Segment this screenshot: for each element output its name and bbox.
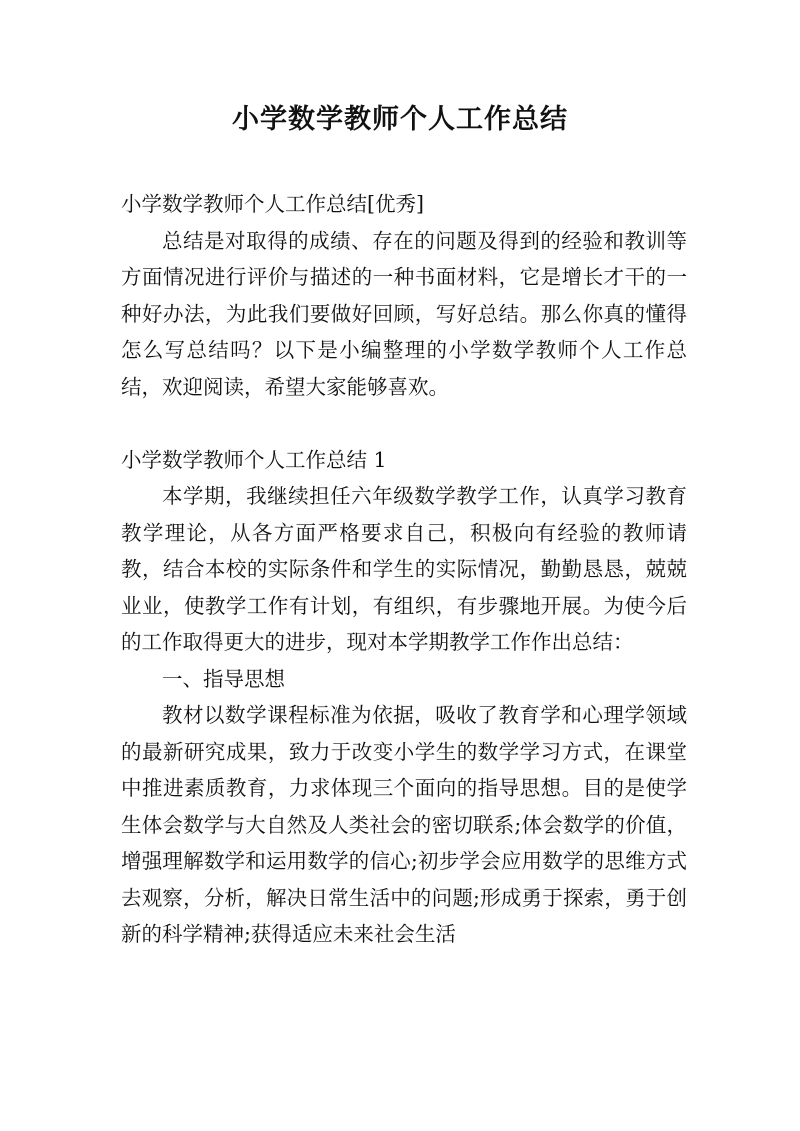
document-body [121,186,687,953]
body-paragraph: 教材以数学课程标准为依据，吸收了教育学和心理学领域的最新研究成果，致力于改变小学生的数学学习方式，在课堂中推进素质教育，力求体现三个面向的指导思想。目的是使学生体会数学与大自然及人类社会的密切联系;体会数学的价值，增强理解数学和运用数学的信心;初步学会应用数学的思维方式去观察，分析，解决日常生活中的问题;形成勇于探索，勇于创新的科学精神;获得适应未来社会生活 [121,703,687,946]
body-paragraph: 本学期，我继续担任六年级数学教学工作，认真学习教育教学理论，从各方面严格要求自己，积极向有经验的教师请教，结合本校的实际条件和学生的实际情况，勤勤恳恳，兢兢业业，使教学工作有计划，有组织，有步骤地开展。为使今后的工作取得更大的进步，现对本学期教学工作作出总结： [121,484,687,654]
paragraph-gap [121,405,687,442]
section-heading: 小学数学教师个人工作总结 1 [121,447,387,472]
subheading: 一、指导思想 [162,666,285,691]
intro-paragraph: 总结是对取得的成绩、存在的问题及得到的经验和教训等方面情况进行评价与描述的一种书面材料，它是增长才干的一种好办法，为此我们要做好回顾，写好总结。那么你真的懂得怎么写总结吗？以下是小编整理的小学数学教师个人工作总结，欢迎阅读，希望大家能够喜欢。 [121,228,687,399]
document-title: 小学数学教师个人工作总结 [232,104,568,135]
subtitle: 小学数学教师个人工作总结[优秀] [121,192,424,216]
